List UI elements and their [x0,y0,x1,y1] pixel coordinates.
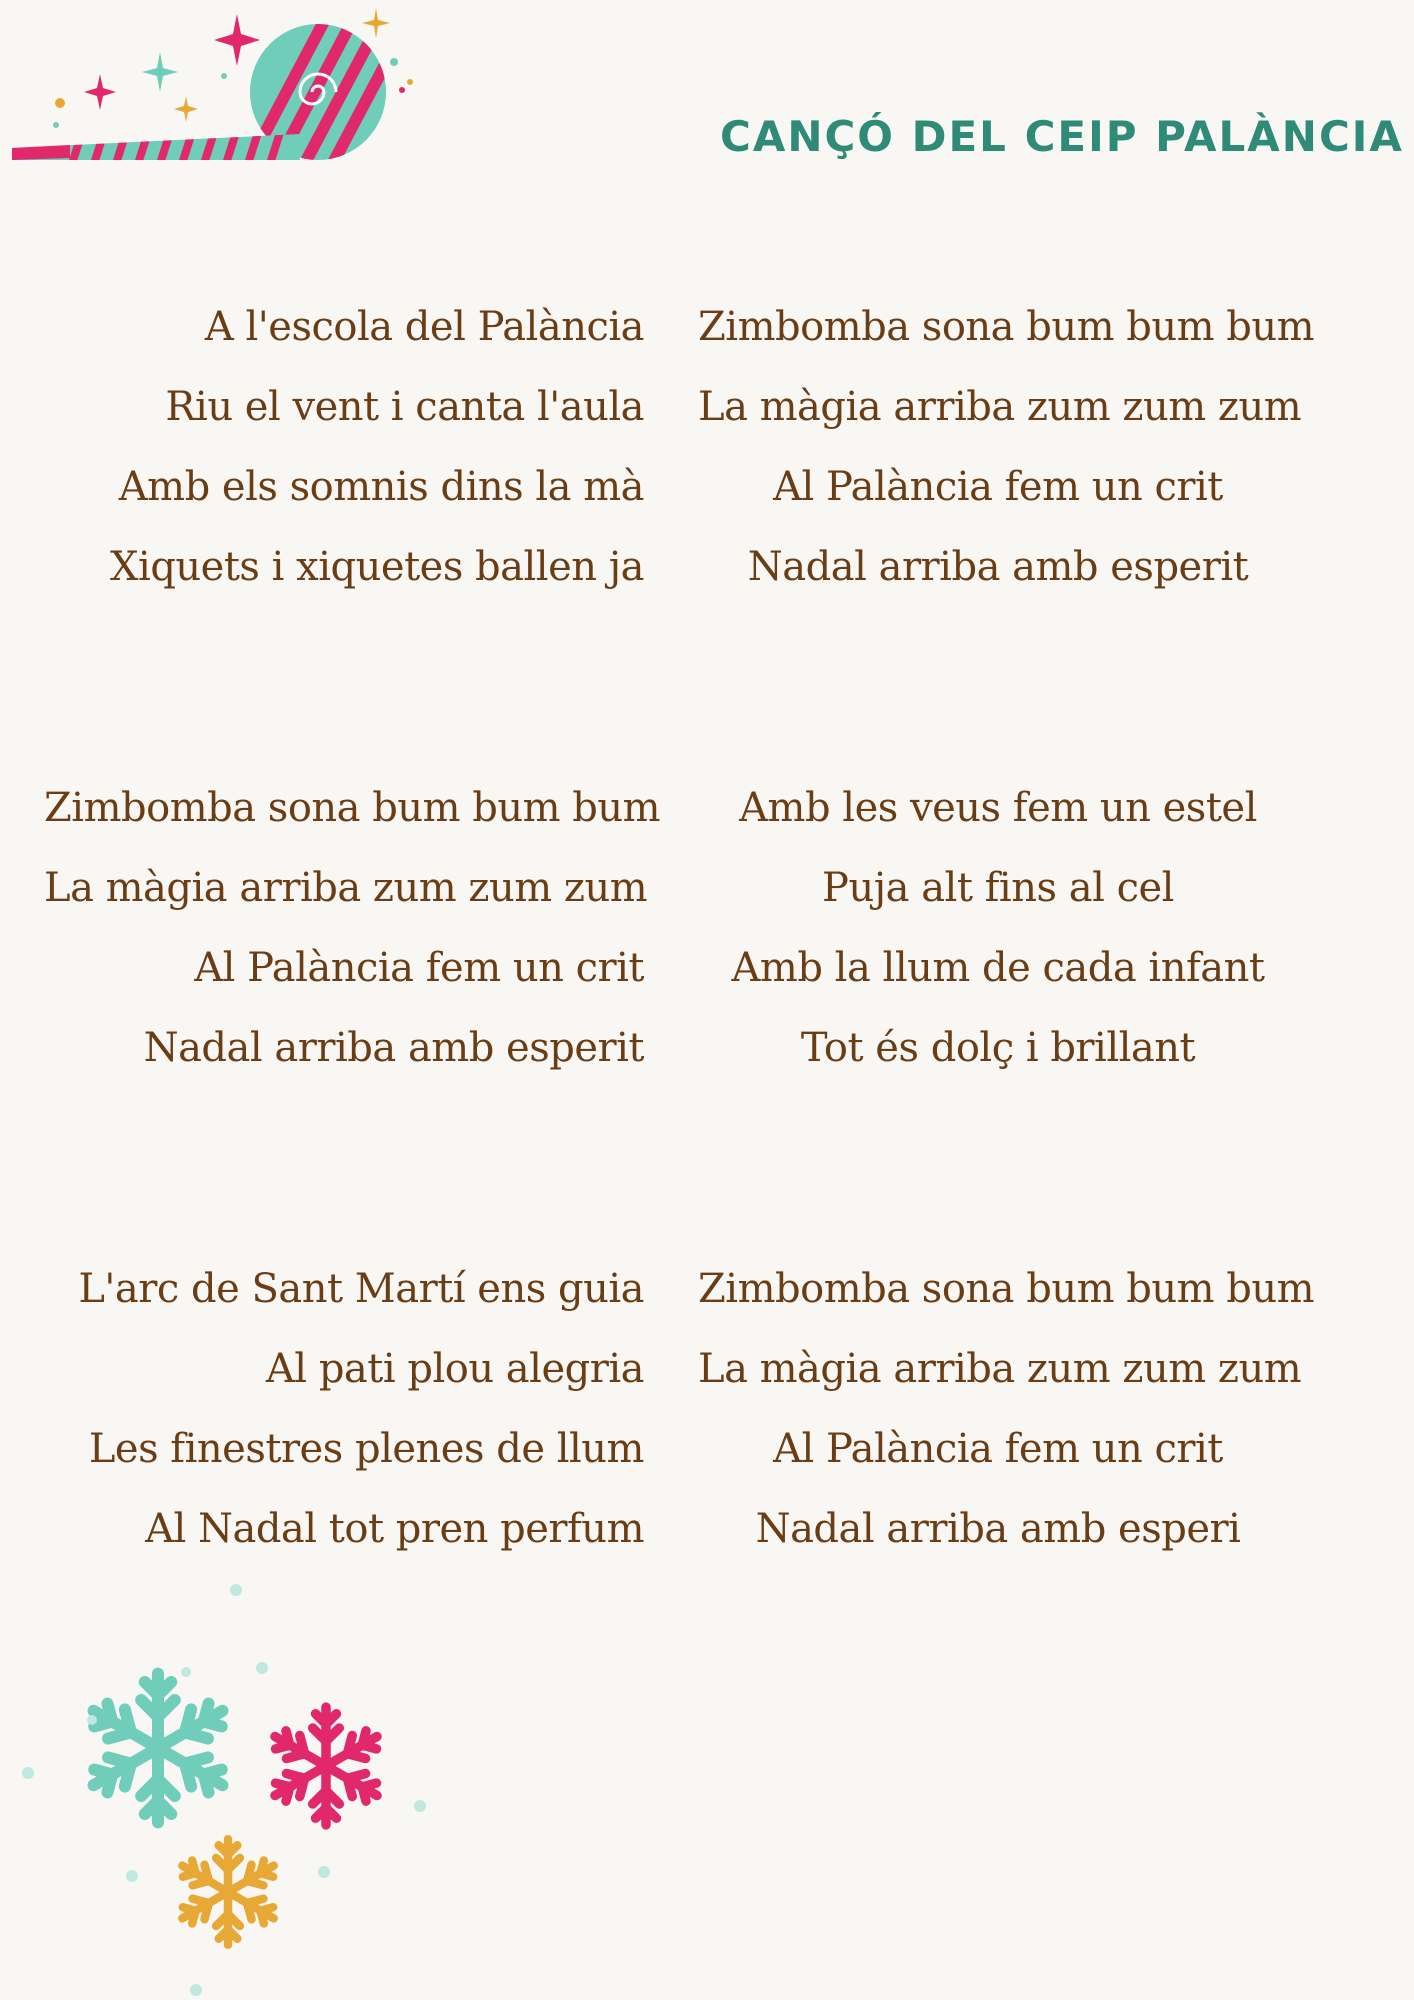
lyric-line: Al Palància fem un crit [773,1426,1223,1472]
lyric-line: Al Nadal tot pren perfum [145,1506,644,1552]
lyric-line: Les finestres plenes de llum [88,1426,644,1472]
lyric-line: Al Palància fem un crit [773,464,1223,510]
lyric-line: La màgia arriba zum zum zum [44,865,648,911]
stanza [698,287,1315,607]
lyric-line: Riu el vent i canta l'aula [165,384,644,430]
lyric-line: Zimbomba sona bum bum bum [698,1266,1315,1312]
lyric-line: Nadal arriba amb esperi [755,1506,1241,1552]
lyric-line: Puja alt fins al cel [822,865,1174,911]
stanza [44,768,661,1088]
page-title: CANÇÓ DEL CEIP PALÀNCIA [720,112,1404,161]
lyric-line: Tot és dolç i brillant [800,1025,1196,1071]
lyric-line: Nadal arriba amb esperit [747,544,1249,590]
lyric-line: Nadal arriba amb esperit [143,1025,644,1071]
snowflakes-decoration [0,1560,440,2000]
lyric-line: Amb les veus fem un estel [739,785,1257,831]
snowflake-teal-icon [85,1674,231,1823]
lyric-line: A l'escola del Palància [204,304,644,350]
lyric-line: Xiquets i xiquetes ballen ja [110,544,644,590]
snowflake-gold-icon [176,1839,279,1944]
lyric-line: Amb la llum de cada infant [731,945,1265,991]
lyric-line: La màgia arriba zum zum zum [698,1346,1302,1392]
lyric-line: Amb els somnis dins la mà [118,464,644,510]
lyric-line: Zimbomba sona bum bum bum [44,785,661,831]
lyric-line: L'arc de Sant Martí ens guia [78,1266,644,1312]
party-blower-icon [0,0,430,180]
lyric-line: Zimbomba sona bum bum bum [698,304,1315,350]
stanza [44,287,644,607]
lyric-line: Al pati plou alegria [265,1346,644,1392]
snowflake-pink-icon [268,1707,383,1825]
stanza [698,768,1298,1088]
stanza [44,1249,644,1569]
stanza [698,1249,1315,1569]
lyric-line: La màgia arriba zum zum zum [698,384,1302,430]
lyric-line: Al Palància fem un crit [194,945,644,991]
